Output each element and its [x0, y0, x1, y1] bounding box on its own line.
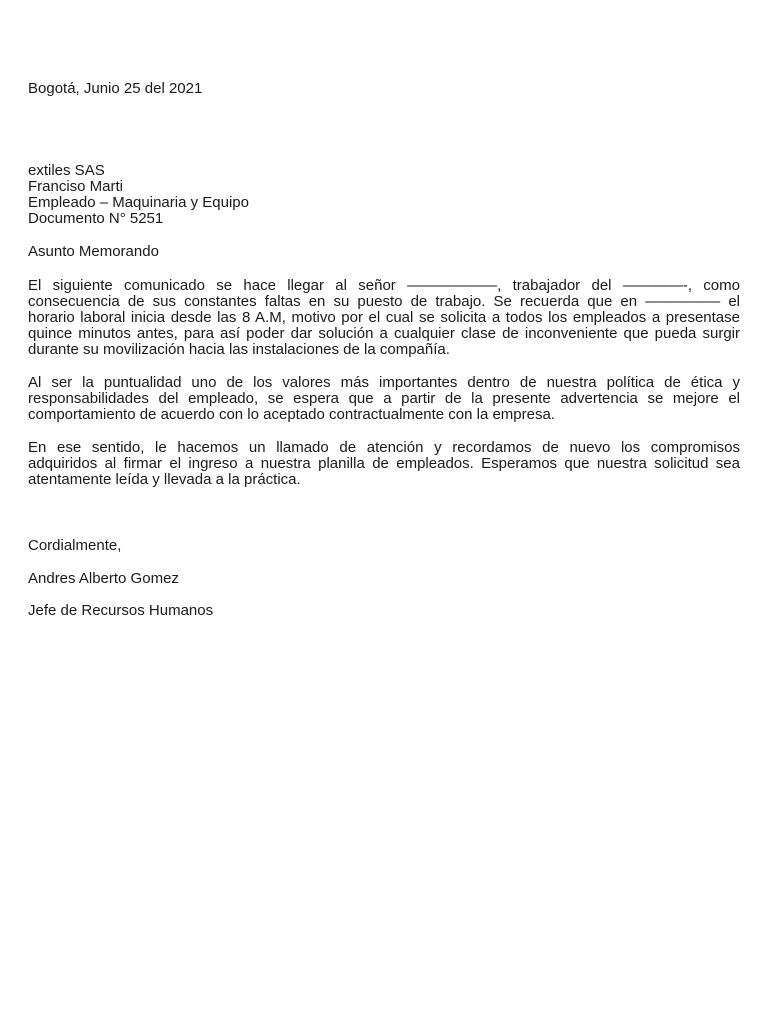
paragraph-line: horario laboral inicia desde las 8 A.M, motivo por el cual se solicita a todos los empleados a presentase — [28, 309, 740, 326]
paragraph-line: adquiridos al firmar el ingreso a nuestra planilla de empleados. Esperamos que nuestra solicitud sea — [28, 455, 740, 472]
recipient-document: Documento N° 5251 — [28, 210, 164, 227]
recipient-role: Empleado – Maquinaria y Equipo — [28, 194, 249, 211]
paragraph-line: Al ser la puntualidad uno de los valores más importantes dentro de nuestra política de ética y — [28, 374, 740, 391]
paragraph-line: comportamiento de acuerdo con lo aceptado contractualmente con la empresa. — [28, 406, 555, 423]
body-paragraph-2 — [28, 375, 740, 423]
body-paragraph-1 — [28, 278, 740, 358]
paragraph-line: quince minutos antes, para así poder dar solución a cualquier clase de inconveniente que pueda surgir — [28, 325, 740, 342]
paragraph-line: atentamente leída y llevada a la práctica. — [28, 471, 301, 488]
signer-title: Jefe de Recursos Humanos — [28, 602, 214, 619]
signer-name: Andres Alberto Gomez — [28, 570, 179, 587]
paragraph-line: responsabilidades del empleado, se espera que a partir de la presente advertencia se mejore el — [28, 390, 740, 407]
recipient-name: Franciso Marti — [28, 178, 124, 195]
paragraph-line: consecuencia de sus constantes faltas en su puesto de trabajo. Se recuerda que en ————— el — [28, 293, 740, 310]
subject-line: Asunto Memorando — [28, 243, 159, 260]
recipient-company: extiles SAS — [28, 162, 105, 179]
paragraph-line: durante su movilización hacia las instalaciones de la compañía. — [28, 341, 450, 358]
date-line: Bogotá, Junio 25 del 2021 — [28, 80, 203, 97]
paragraph-line: El siguiente comunicado se hace llegar al señor ——————, trabajador del ————-, como — [28, 277, 740, 294]
body-paragraph-3 — [28, 440, 740, 488]
closing-line: Cordialmente, — [28, 537, 122, 554]
paragraph-line: En ese sentido, le hacemos un llamado de atención y recordamos de nuevo los compromisos — [28, 439, 740, 456]
